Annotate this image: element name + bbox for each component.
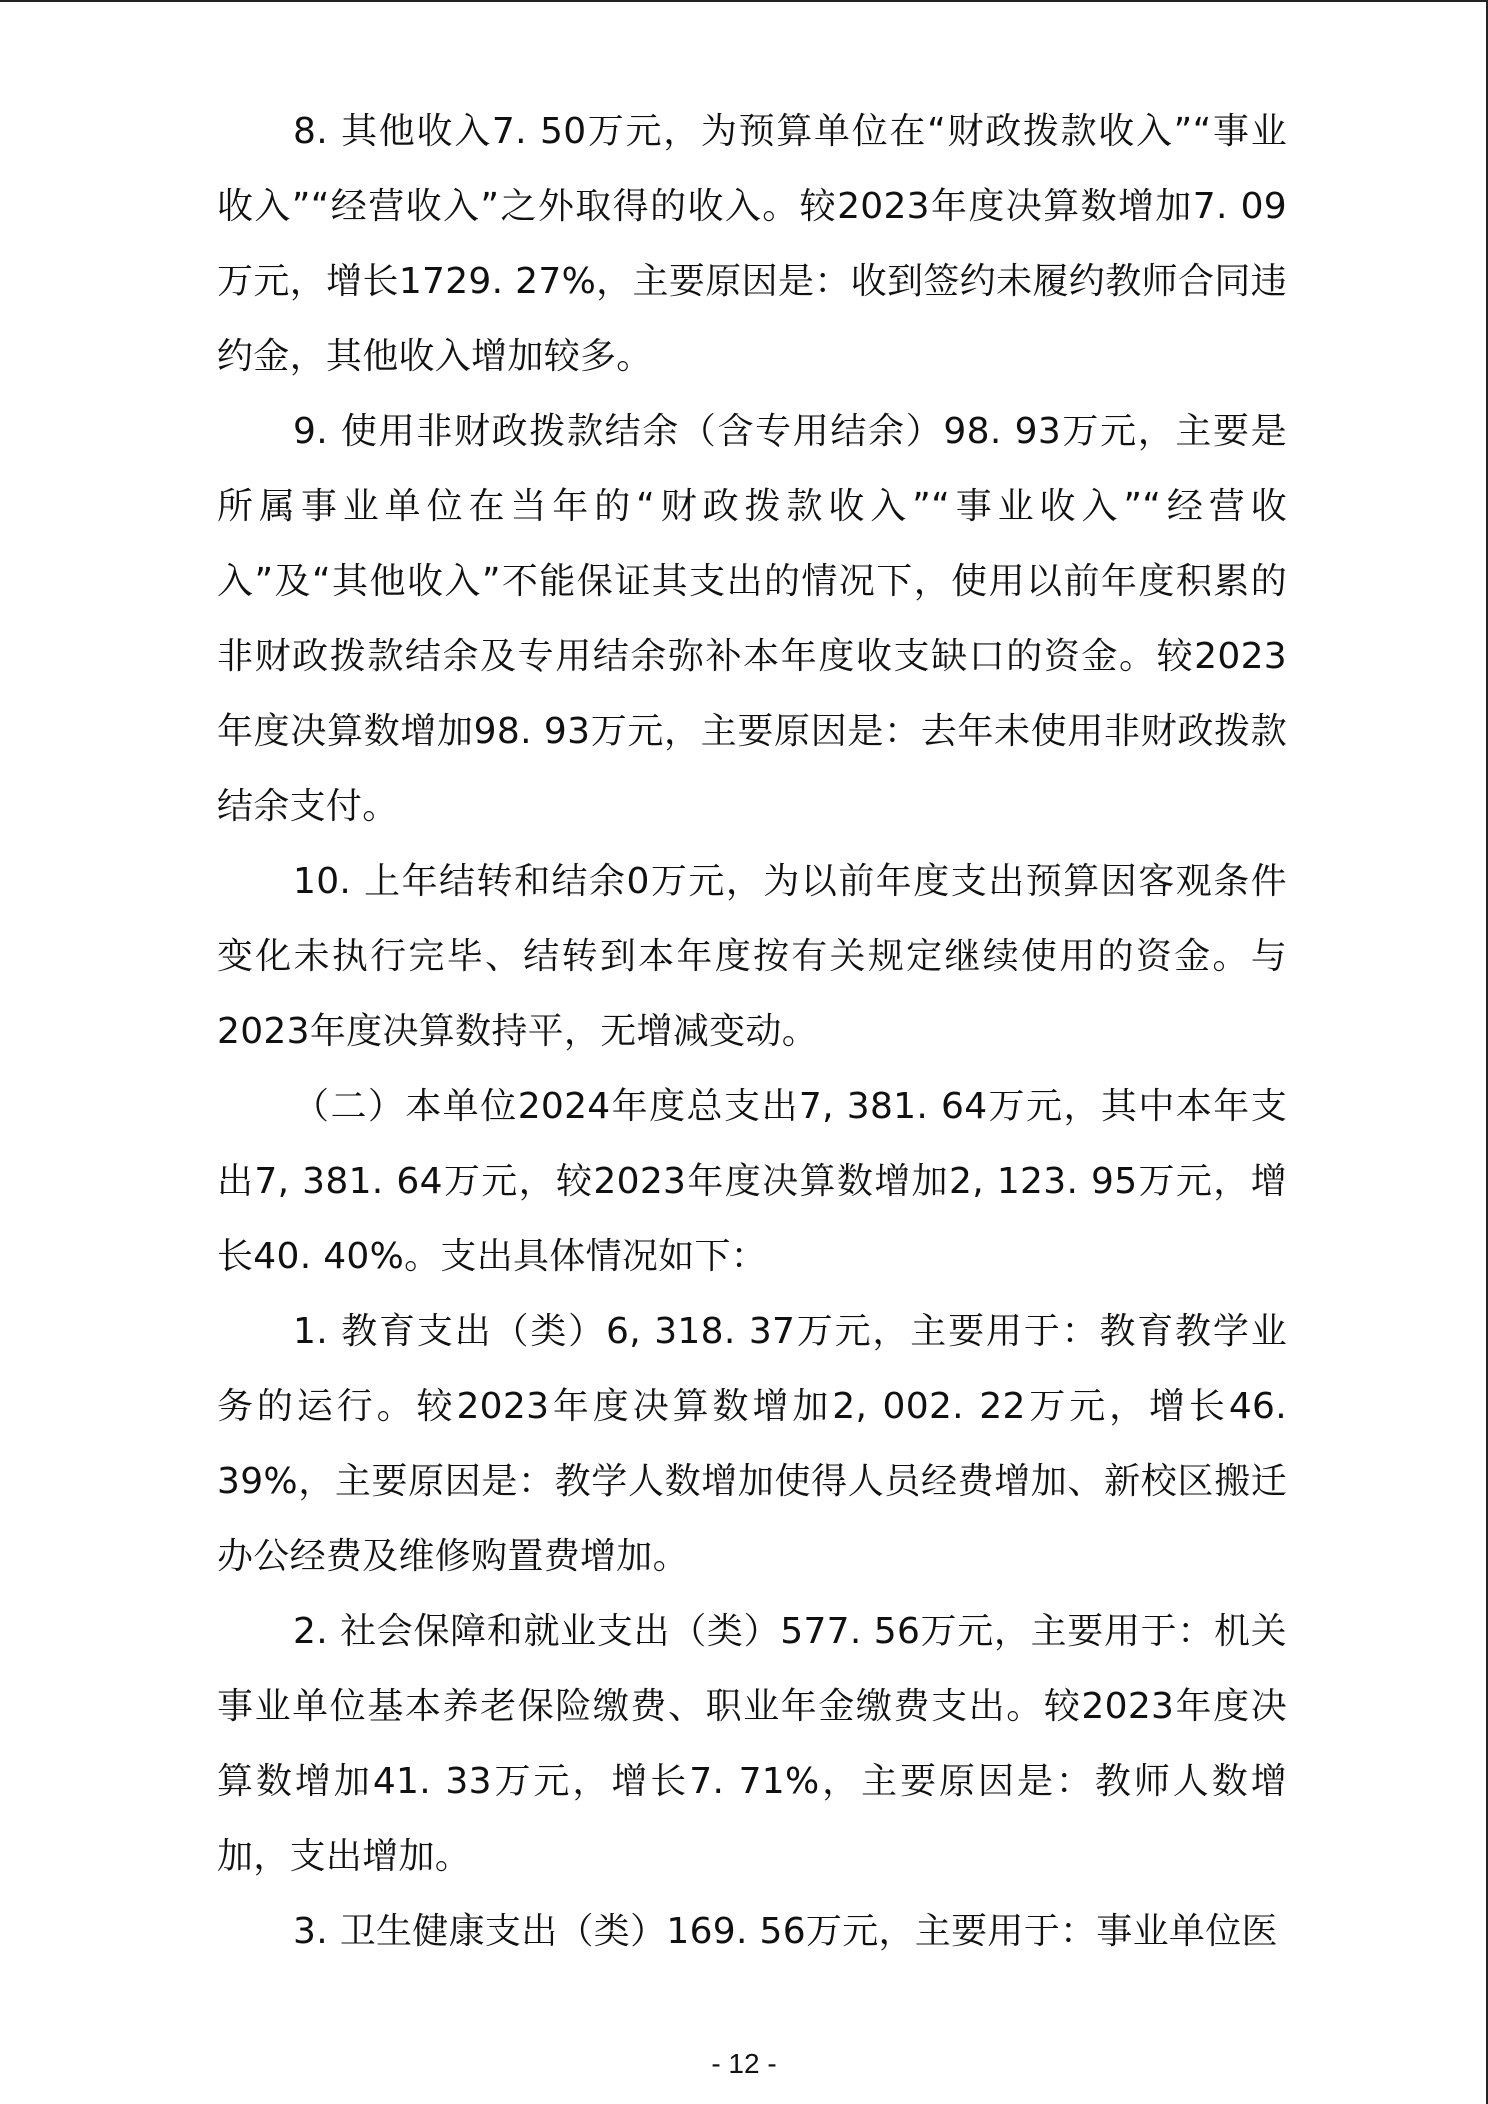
paragraph-total-expenditure: （二）本单位2024年度总支出7, 381. 64万元，其中本年支出7, 381. 64万元，较2023年度决算数增加2, 123. 95万元，增长40. 40%。支出具体情况如下：	[217, 1086, 1287, 1277]
page-number: - 12 -	[711, 2048, 777, 2079]
paragraph-health-expenditure: 3. 卫生健康支出（类）169. 56万元，主要用于：事业单位医	[293, 1911, 1278, 1952]
document-body	[217, 94, 1287, 1969]
paragraph-education-expenditure: 1. 教育支出（类）6, 318. 37万元，主要用于：教育教学业务的运行。较2023年度决算数增加2, 002. 22万元，增长46. 39%，主要原因是：教学人数增加使得人员经费增加、新校区搬迁办公经费及维修购置费增加。	[217, 1311, 1287, 1577]
paragraph-social-security-expenditure: 2. 社会保障和就业支出（类）577. 56万元，主要用于：机关事业单位基本养老保险缴费、职业年金缴费支出。较2023年度决算数增加41. 33万元，增长7. 71%，主要原因是：教师人数增加，支出增加。	[217, 1611, 1287, 1877]
paragraph-carryover: 10. 上年结转和结余0万元，为以前年度支出预算因客观条件变化未执行完毕、结转到本年度按有关规定继续使用的资金。与2023年度决算数持平，无增减变动。	[217, 861, 1287, 1052]
paragraph-non-fiscal-balance: 9. 使用非财政拨款结余（含专用结余）98. 93万元，主要是所属事业单位在当年的“财政拨款收入”“事业收入”“经营收入”及“其他收入”不能保证其支出的情况下，使用以前年度积累的非财政拨款结余及专用结余弥补本年度收支缺口的资金。较2023年度决算数增加98. 93万元，主要原因是：去年未使用非财政拨款结余支付。	[217, 411, 1287, 827]
paragraph-other-income: 8. 其他收入7. 50万元，为预算单位在“财政拨款收入”“事业收入”“经营收入”之外取得的收入。较2023年度决算数增加7. 09万元，增长1729. 27%，主要原因是：收到签约未履约教师合同违约金，其他收入增加较多。	[217, 111, 1287, 377]
